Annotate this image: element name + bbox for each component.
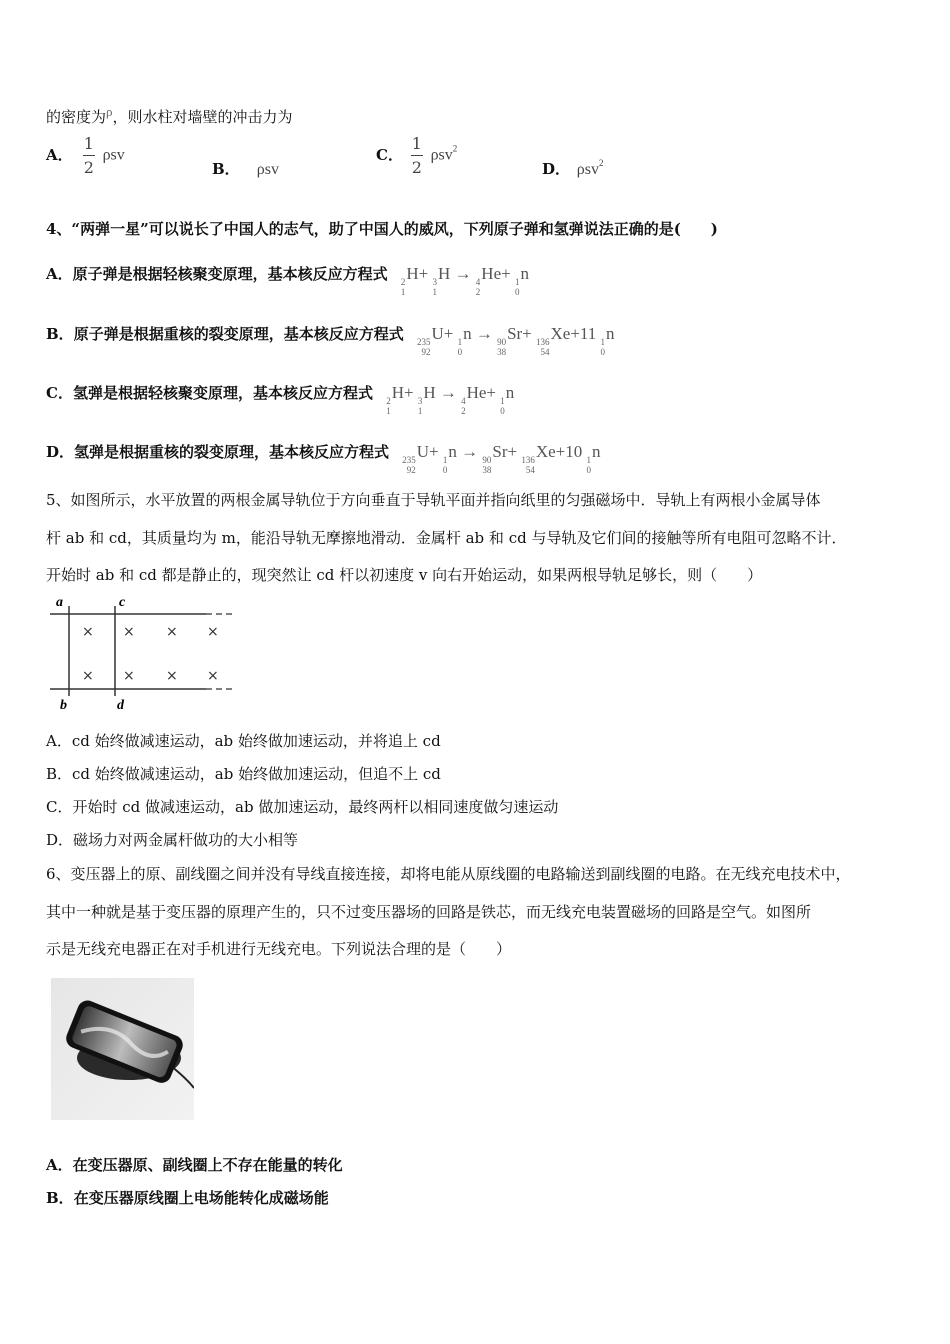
option-label: D．: [46, 443, 75, 461]
field-cross: ×: [207, 668, 219, 684]
fusion-equation: 2 1 H+ 3 1 H → 4 2 He+ 1 0 n: [400, 264, 529, 297]
q4-option-a[interactable]: [46, 264, 529, 297]
field-cross: ×: [166, 668, 178, 684]
option-label: B．: [46, 325, 74, 343]
option-text: 在变压器原线圈上电场能转化成磁场能: [73, 1189, 329, 1207]
fission-equation: 235 92 U+ 1 0 n → 90 38 Sr+ 136 54 Xe+11 1 0 n: [416, 324, 615, 357]
option-label: A．: [46, 145, 73, 164]
option-sup: 2: [452, 143, 458, 154]
option-text: 在变压器原、副线圈上不存在能量的转化: [72, 1156, 343, 1174]
label-c: c: [119, 595, 126, 610]
fission-equation: 235 92 U+ 1 0 n → 90 38 Sr+ 136 54 Xe+10 1 0 n: [402, 442, 601, 475]
field-cross: ×: [123, 624, 135, 640]
q5-option-c[interactable]: C．开始时 cd 做减速运动，ab 做加速运动，最终两杆以相同速度做匀速运动: [46, 798, 559, 816]
label-b: b: [60, 698, 67, 713]
fraction: $\frac{1}{2}$: [411, 134, 422, 177]
option-text: 氢弹是根据重核的裂变原理，基本核反应方程式: [74, 443, 390, 461]
option-label: B．: [46, 1189, 74, 1207]
option-label: A．: [46, 265, 73, 283]
option-sup: 2: [599, 158, 604, 168]
field-cross: ×: [123, 668, 135, 684]
q3-tail-text: 的密度为: [46, 108, 107, 126]
q4-stem: 4、“两弹一星”可以说长了中国人的志气，助了中国人的威风，下列原子弹和氢弹说法正确的是( ): [46, 220, 718, 238]
q3-option-a[interactable]: [46, 134, 125, 177]
q3-option-b[interactable]: [212, 158, 279, 179]
label-d: d: [117, 698, 124, 713]
q5-option-d[interactable]: D．磁场力对两金属杆做功的大小相等: [46, 831, 299, 849]
fraction: $\frac{1}{2}$: [83, 134, 94, 177]
field-cross: ×: [207, 624, 219, 640]
q3-option-d[interactable]: [542, 158, 604, 179]
q6-line-1: 6、变压器上的原、副线圈之间并没有导线直接连接，却将电能从原线圈的电路输送到副线圈的电路。在无线充电技术中，: [46, 865, 851, 883]
option-text: 原子弹是根据轻核聚变原理，基本核反应方程式: [72, 265, 388, 283]
q4-option-b[interactable]: [46, 324, 615, 357]
option-expr: ρsv: [102, 146, 125, 164]
field-cross: ×: [82, 624, 94, 640]
q3-option-c[interactable]: [376, 134, 457, 177]
q3-tail: [46, 102, 293, 127]
option-label: A．: [46, 1156, 73, 1174]
wireless-charger-photo: [51, 978, 194, 1120]
option-text: 氢弹是根据轻核聚变原理，基本核反应方程式: [72, 384, 373, 402]
q6-option-b[interactable]: [46, 1188, 329, 1208]
q6-line-2: 其中一种就是基于变压器的原理产生的，只不过变压器场的回路是铁芯，而无线充电装置磁场的回路是空气。如图所: [46, 903, 812, 921]
rail-diagram: [46, 592, 246, 714]
q3-tail-rest: ，则水柱对墙壁的冲击力为: [112, 108, 293, 126]
option-expr: ρsv: [576, 161, 599, 178]
field-cross: ×: [82, 668, 94, 684]
label-a: a: [56, 595, 63, 610]
q5-option-b[interactable]: B．cd 始终做减速运动，ab 始终做加速运动，但追不上 cd: [46, 765, 441, 783]
fusion-equation: 2 1 H+ 3 1 H → 4 2 He+ 1 0 n: [386, 383, 515, 416]
option-text: 原子弹是根据重核的裂变原理，基本核反应方程式: [73, 325, 404, 343]
option-expr: ρsv: [430, 146, 453, 164]
q5-option-a[interactable]: A．cd 始终做减速运动，ab 始终做加速运动，并将追上 cd: [46, 732, 441, 750]
option-label: B．: [212, 160, 240, 178]
q5-line-3: 开始时 ab 和 cd 都是静止的，现突然让 cd 杆以初速度 v 向右开始运动，如果两根导轨足够长，则（ ）: [46, 566, 763, 584]
q5-line-2: 杆 ab 和 cd，其质量均为 m，能沿导轨无摩擦地滑动．金属杆 ab 和 cd 与导轨及它们间的接触等所有电阻可忽略不计．: [46, 529, 847, 547]
option-label: D．: [542, 160, 571, 178]
q6-option-a[interactable]: [46, 1155, 343, 1175]
q4-option-d[interactable]: [46, 442, 601, 475]
q6-line-3: 示是无线充电器正在对手机进行无线充电。下列说法合理的是（ ）: [46, 940, 512, 958]
field-cross: ×: [166, 624, 178, 640]
option-label: C．: [376, 145, 403, 164]
option-expr: ρsv: [256, 161, 279, 178]
q5-line-1: 5、如图所示，水平放置的两根金属导轨位于方向垂直于导轨平面并指向纸里的匀强磁场中．导轨上有两根小金属导体: [46, 491, 821, 509]
option-label: C．: [46, 384, 73, 402]
rho-symbol: ρ: [106, 104, 113, 119]
q4-option-c[interactable]: [46, 383, 514, 416]
